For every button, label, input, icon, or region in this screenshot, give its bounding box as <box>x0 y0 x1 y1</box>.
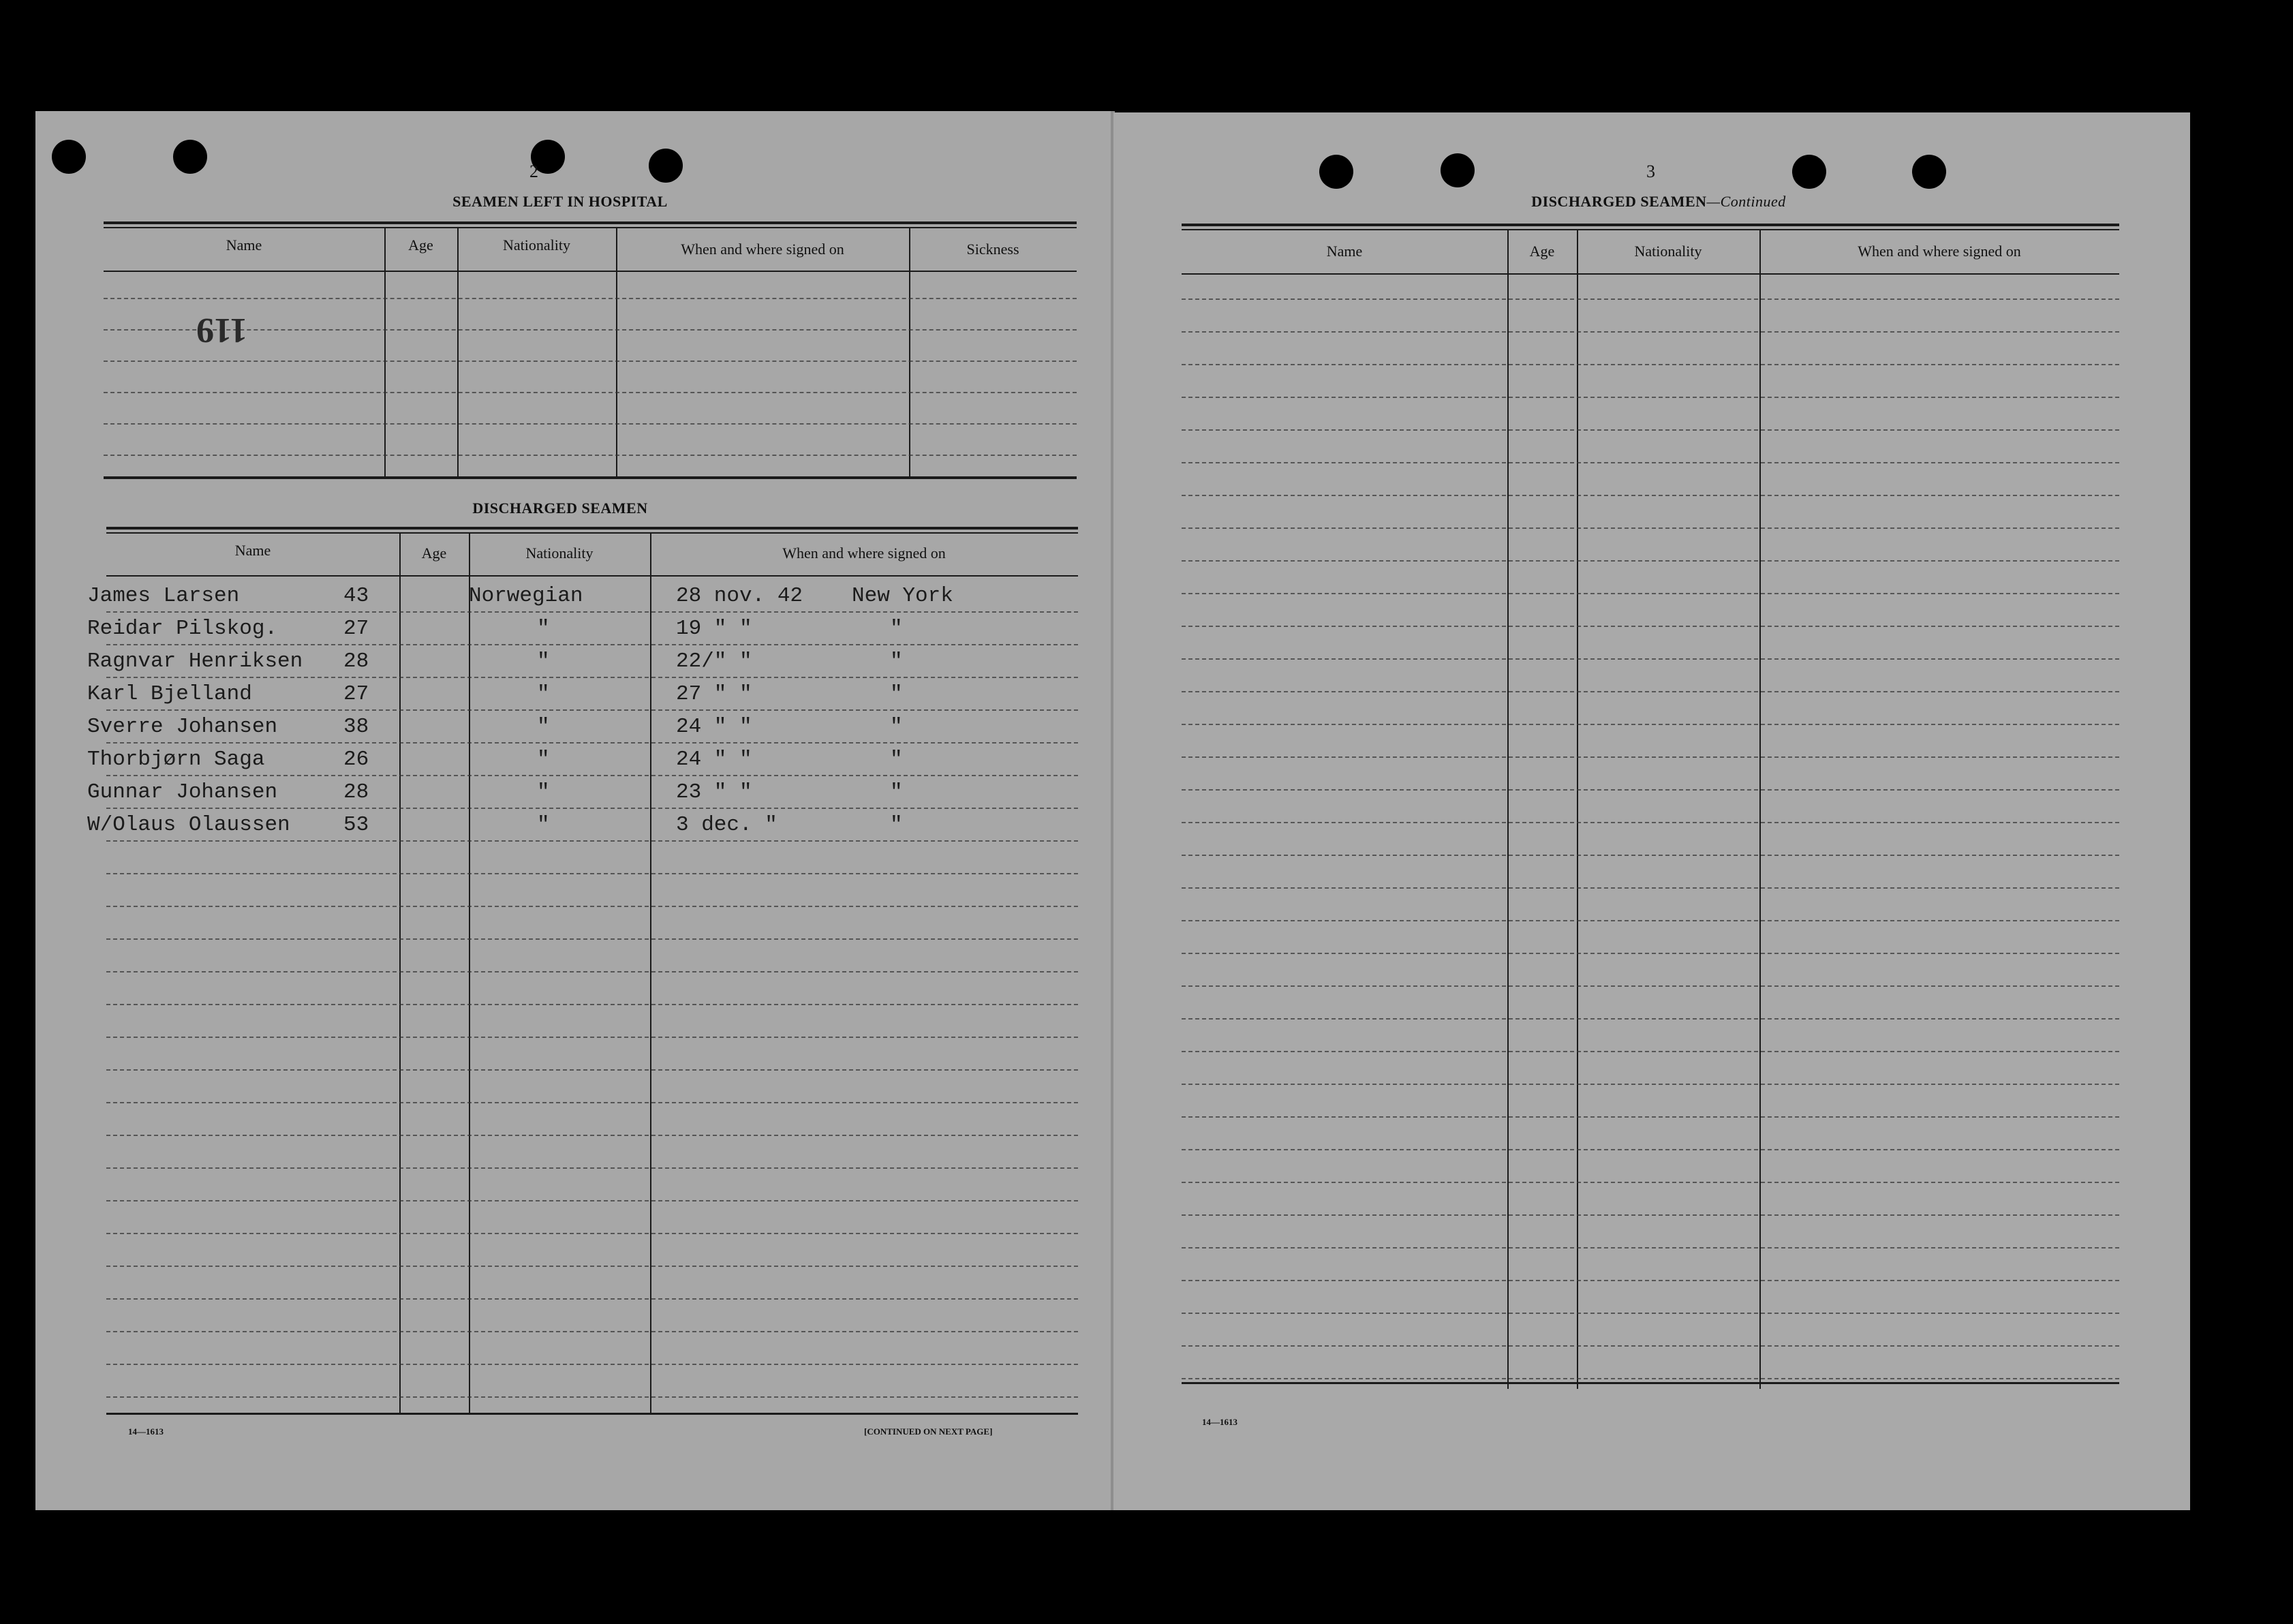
row-rule <box>1182 1345 2119 1347</box>
col-signed-on: When and where signed on <box>782 545 946 562</box>
table-row <box>87 745 1078 778</box>
row-rule <box>1182 1313 2119 1314</box>
punch-hole <box>1441 153 1475 187</box>
page-number: 3 <box>1646 162 1655 181</box>
col-nationality: Nationality <box>503 236 570 254</box>
cell-place: " <box>890 715 903 739</box>
cell-age: 53 <box>343 813 369 837</box>
cell-name: Ragnvar Henriksen <box>87 649 303 673</box>
row-rule <box>1182 1018 2119 1020</box>
row-rule <box>1182 1084 2119 1085</box>
cell-place: " <box>890 748 903 771</box>
cell-nationality: " <box>537 617 550 641</box>
cell-age: 43 <box>343 584 369 608</box>
row-rule <box>106 1069 1078 1071</box>
row-rule <box>106 873 1078 874</box>
row-rule <box>1182 1149 2119 1150</box>
cell-nationality: " <box>537 748 550 771</box>
row-rule <box>1182 495 2119 496</box>
row-rule <box>106 1167 1078 1169</box>
cell-age: 28 <box>343 780 369 804</box>
cell-name: Sverre Johansen <box>87 715 278 739</box>
punch-hole <box>1912 155 1946 189</box>
cell-nationality: " <box>537 682 550 706</box>
punch-hole <box>649 149 683 183</box>
row-rule <box>106 1266 1078 1267</box>
table-row <box>87 581 1078 614</box>
row-rule <box>1182 1247 2119 1248</box>
form-number: 14—1613 <box>1202 1417 1237 1427</box>
left-page <box>35 111 1113 1510</box>
row-rule <box>106 1233 1078 1234</box>
row-rule <box>1182 691 2119 692</box>
col-name: Name <box>226 236 262 254</box>
cell-place: " <box>890 617 903 641</box>
row-rule <box>1182 756 2119 758</box>
row-rule <box>106 906 1078 907</box>
row-rule <box>1182 658 2119 660</box>
discharged-table <box>87 527 1078 1416</box>
col-signed-on: When and where signed on <box>1858 243 2021 260</box>
continued-note: [CONTINUED ON NEXT PAGE] <box>864 1426 993 1437</box>
title-continued: —Continued <box>1706 193 1786 210</box>
table-row <box>87 647 1078 679</box>
table-row <box>87 712 1078 745</box>
row-rule <box>1182 560 2119 562</box>
discharged-continued-table <box>1182 224 2119 1510</box>
cell-nationality: " <box>537 715 550 739</box>
row-rule <box>1182 855 2119 856</box>
cell-place: " <box>890 649 903 673</box>
cell-age: 26 <box>343 748 369 771</box>
cell-name: W/Olaus Olaussen <box>87 813 290 837</box>
cell-place: " <box>890 813 903 837</box>
cell-nationality: Norwegian <box>469 584 583 608</box>
row-rule <box>1182 593 2119 594</box>
cell-nationality: " <box>537 780 550 804</box>
row-rule <box>106 938 1078 940</box>
row-rule <box>106 971 1078 972</box>
row-rule <box>1182 724 2119 725</box>
row-rule <box>1182 462 2119 463</box>
row-rule <box>106 1037 1078 1038</box>
row-rule <box>1182 298 2119 300</box>
col-name: Name <box>1326 243 1363 260</box>
form-number: 14—1613 <box>128 1426 164 1437</box>
row-rule <box>106 1004 1078 1005</box>
cell-name: Reidar Pilskog. <box>87 617 278 641</box>
cell-name: James Larsen <box>87 584 240 608</box>
row-rule <box>1182 397 2119 398</box>
col-age: Age <box>1529 243 1555 260</box>
row-rule <box>1182 364 2119 365</box>
row-rule <box>1182 1116 2119 1118</box>
row-rule <box>1182 920 2119 921</box>
cell-signed: 27 " " <box>676 682 752 706</box>
stamp-number: 119 <box>196 311 248 350</box>
cell-nationality: " <box>537 649 550 673</box>
row-rule <box>1182 331 2119 333</box>
row-rule <box>106 1102 1078 1103</box>
col-age: Age <box>421 545 447 562</box>
cell-signed: 24 " " <box>676 715 752 739</box>
cell-signed: 28 nov. 42 <box>676 584 803 608</box>
cell-age: 38 <box>343 715 369 739</box>
row-rule <box>1182 822 2119 823</box>
row-rule <box>1182 985 2119 987</box>
row-rule <box>1182 887 2119 889</box>
row-rule <box>1182 1214 2119 1216</box>
row-rule <box>1182 789 2119 791</box>
cell-signed: 19 " " <box>676 617 752 641</box>
table-row <box>87 778 1078 810</box>
cell-signed: 22/" " <box>676 649 752 673</box>
col-signed-on: When and where signed on <box>681 241 844 258</box>
row-rule <box>1182 626 2119 627</box>
col-name: Name <box>234 542 271 559</box>
row-rule <box>106 1200 1078 1201</box>
row-rule <box>1182 527 2119 529</box>
row-rule <box>106 1364 1078 1365</box>
hospital-table <box>104 221 1077 480</box>
cell-name: Thorbjørn Saga <box>87 748 265 771</box>
row-rule <box>106 1298 1078 1300</box>
cell-age: 27 <box>343 682 369 706</box>
cell-name: Gunnar Johansen <box>87 780 278 804</box>
row-rule <box>1182 1280 2119 1281</box>
table-bottom-rule <box>1182 1382 2119 1384</box>
table-row <box>87 679 1078 712</box>
cell-signed: 23 " " <box>676 780 752 804</box>
row-rule <box>1182 1051 2119 1052</box>
row-rule <box>106 1396 1078 1398</box>
title-main: DISCHARGED SEAMEN <box>1531 193 1707 210</box>
cell-signed: 3 dec. " <box>676 813 778 837</box>
page-number: 2 <box>529 162 538 181</box>
col-nationality: Nationality <box>1634 243 1702 260</box>
table-row <box>87 614 1078 647</box>
col-nationality: Nationality <box>525 545 594 562</box>
row-rule <box>1182 1182 2119 1183</box>
discharged-continued-title <box>1468 193 1849 211</box>
col-sickness: Sickness <box>966 241 1019 258</box>
punch-hole <box>1319 155 1353 189</box>
row-rule <box>1182 1378 2119 1379</box>
discharged-section-title: DISCHARGED SEAMEN <box>472 500 648 517</box>
cell-age: 27 <box>343 617 369 641</box>
hospital-section-title: SEAMEN LEFT IN HOSPITAL <box>452 193 668 210</box>
cell-name: Karl Bjelland <box>87 682 252 706</box>
right-page <box>1113 112 2190 1510</box>
row-rule <box>1182 429 2119 431</box>
row-rule <box>1182 953 2119 954</box>
row-rule <box>106 1135 1078 1136</box>
cell-place: " <box>890 682 903 706</box>
cell-age: 28 <box>343 649 369 673</box>
col-age: Age <box>408 236 433 254</box>
cell-nationality: " <box>537 813 550 837</box>
punch-hole <box>52 140 86 174</box>
table-row <box>87 810 1078 843</box>
punch-hole <box>1792 155 1826 189</box>
row-rule <box>106 1331 1078 1332</box>
punch-hole <box>173 140 207 174</box>
cell-place: New York <box>852 584 953 608</box>
cell-signed: 24 " " <box>676 748 752 771</box>
cell-place: " <box>890 780 903 804</box>
